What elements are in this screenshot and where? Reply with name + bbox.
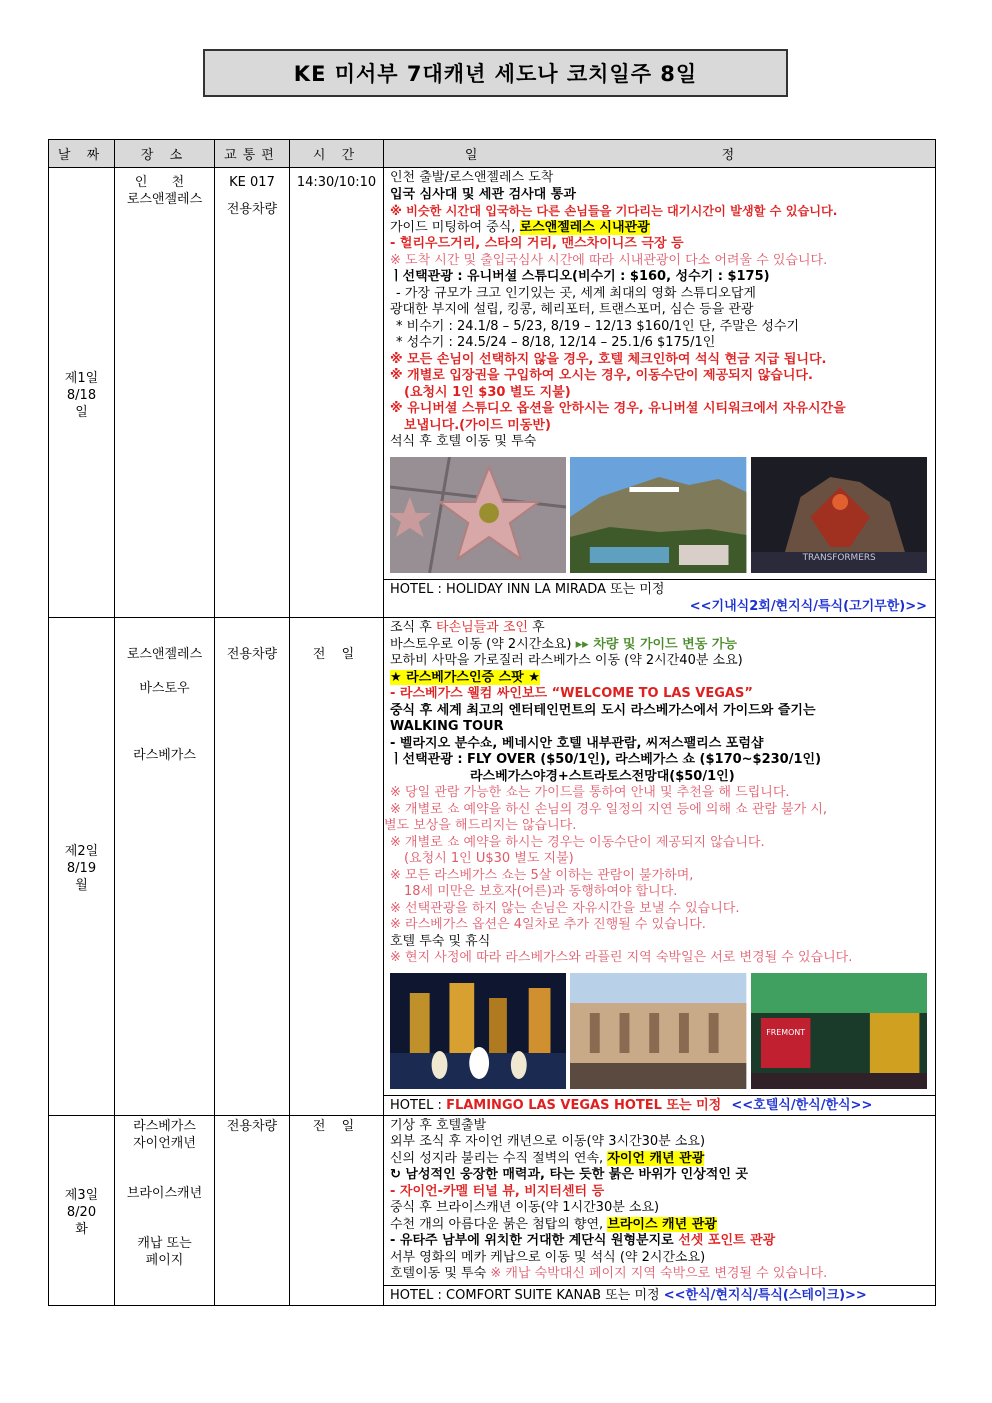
day3-date-cell [49, 1115, 115, 1305]
hotel-label: HOTEL : [390, 1097, 447, 1113]
text-part: - 유타주 남부에 위치한 거대한 계단식 원형분지로 [390, 1233, 679, 1248]
highlight-text: 로스앤젤레스 시내관광 [519, 219, 650, 235]
day-label: 제2일 [64, 844, 99, 860]
day-label: 제3일 [64, 1188, 99, 1203]
place-label: 캐납 또는 [137, 1235, 192, 1251]
hotel-label: HOTEL : COMFORT SUITE KANAB 또는 미정 [390, 1287, 664, 1303]
itinerary-line: ↻ 남성적인 웅장한 매력과, 타는 듯한 붉은 바위가 인상적인 곳 [390, 1167, 748, 1182]
day3-transport-cell [215, 1115, 290, 1305]
itinerary-line: 광대한 부지에 설립, 킹콩, 헤리포터, 트랜스포머, 심슨 등을 관광 [390, 302, 754, 317]
day2-row [49, 618, 936, 1116]
day1-hotel-line [384, 579, 935, 616]
day2-date-cell [49, 618, 115, 1116]
date-label: 8/20 [66, 1205, 97, 1220]
itinerary-line [390, 1217, 931, 1234]
itinerary-line: 석식 후 호텔 이동 및 투숙 [390, 434, 537, 449]
itinerary-line [390, 620, 931, 637]
header-transport: 교통편 [215, 140, 290, 168]
text-part: ▸▸ 차량 및 가이드 변동 가능 [575, 636, 737, 652]
venetian-photo [570, 973, 746, 1089]
day3-time-cell [290, 1115, 384, 1305]
header-time: 시 간 [290, 140, 384, 168]
vehicle-label: 전용차량 [226, 202, 278, 217]
text-part: 후 [528, 620, 545, 635]
itinerary-line: ※ 라스베가스 옵션은 4일차로 추가 진행될 수 있습니다. [390, 917, 706, 932]
itinerary-line: - 자이언-카멜 터널 뷰, 비지터센터 등 [390, 1183, 605, 1199]
weekday-label: 화 [75, 1222, 88, 1237]
place-label: 로스앤젤레스 [126, 192, 203, 207]
fremont-photo [751, 973, 927, 1089]
itinerary-line [390, 1233, 931, 1250]
day1-time-cell [290, 168, 384, 618]
hotel-name: FLAMINGO LAS VEGAS HOTEL 또는 미정 [446, 1097, 722, 1113]
itinerary-line: 모하비 사막을 가로질러 라스베가스 이동 (약 2시간40분 소요) [390, 653, 743, 668]
flight-label: KE 017 [229, 175, 275, 190]
day3-hotel-line [384, 1285, 935, 1305]
itinerary-line: 입국 심사대 및 세관 검사대 통과 [390, 186, 576, 202]
day1-row [49, 168, 936, 618]
day1-date-cell [49, 168, 115, 618]
itinerary-line: ※ 선택관광을 하지 않는 손님은 자유시간을 보낼 수 있습니다. [390, 900, 740, 916]
itinerary-line: 중식 후 브라이스캐년 이동(약 1시간30분 소요) [390, 1200, 660, 1215]
day2-hotel-line [384, 1095, 935, 1115]
day2-photos [384, 969, 935, 1095]
day2-transport-cell [215, 618, 290, 1116]
time-label: 전 일 [312, 1118, 361, 1134]
itinerary-line: 서부 영화의 메카 케납으로 이동 및 석식 (약 2시간소요) [390, 1249, 706, 1265]
text-part: 수천 개의 아름다운 붉은 첨탑의 향연, [390, 1216, 608, 1232]
day3-row [49, 1115, 936, 1305]
itinerary-line [390, 1151, 931, 1168]
page-title: KE 미서부 7대캐년 세도나 코치일주 8일 [203, 49, 788, 97]
day1-photos [384, 453, 935, 579]
itinerary-line: * 성수기 : 24.5/24 – 8/18, 12/14 – 25.1/6 $175/1인 [396, 335, 716, 350]
place-label: 페이지 [145, 1252, 184, 1268]
day1-place-cell [115, 168, 215, 618]
place-label: 바스토우 [139, 681, 190, 696]
time-label: 전 일 [312, 647, 361, 662]
transformers-photo [751, 457, 927, 573]
day1-itinerary-cell [384, 168, 936, 618]
place-label: 라스베가스 [133, 1118, 196, 1134]
time-label: 14:30/10:10 [296, 175, 377, 190]
weekday-label: 일 [75, 404, 88, 420]
itinerary-line: ※ 개별로 쇼 예약을 하시는 경우는 이동수단이 제공되지 않습니다. [390, 834, 765, 850]
itinerary-line [390, 670, 931, 687]
itinerary-line: ※ 비슷한 시간대 입국하는 다른 손님들을 기다리는 대기시간이 발생할 수 있습니다. [390, 204, 838, 218]
highlight-text: 자이언 캐년 관광 [607, 1150, 705, 1166]
hollywood-sign-photo [570, 457, 746, 573]
text-part: 가이드 미팅하여 중식, [390, 219, 520, 235]
itinerary-line: WALKING TOUR [390, 719, 504, 734]
itinerary-line: ㅣ선택관광 : 유니버셜 스튜디오(비수기 : $160, 성수기 : $175) [390, 269, 770, 284]
itinerary-line: ※ 유니버셜 스튜디오 옵션을 안하시는 경우, 유니버셜 시티워크에서 자유시간을 [390, 401, 846, 416]
itinerary-line [390, 637, 931, 654]
itinerary-line [390, 220, 931, 237]
vehicle-label: 전용차량 [226, 1118, 278, 1134]
date-label: 8/19 [66, 861, 97, 877]
bellagio-night-photo [390, 973, 566, 1089]
itinerary-line: 기상 후 호텔출발 [390, 1117, 487, 1133]
highlight-text: ★ 라스베가스인증 스팟 ★ [390, 669, 540, 685]
itinerary-line: ※ 현지 사정에 따라 라스베가스와 라플린 지역 숙박일은 서로 변경될 수 있습니다. [390, 950, 853, 965]
day2-time-cell [290, 618, 384, 1116]
day1-transport-cell [215, 168, 290, 618]
text-part: 신의 성지라 불리는 수직 절벽의 연속, [390, 1150, 608, 1166]
day2-place-cell [115, 618, 215, 1116]
photo-caption: TRANSFORMERS [802, 552, 876, 563]
day3-place-cell [115, 1115, 215, 1305]
itinerary-line: - 라스베가스 웰컴 싸인보드 “WELCOME TO LAS VEGAS” [390, 686, 753, 701]
place-label: 브라이스캐년 [126, 1185, 203, 1201]
itinerary-line: - 벨라지오 분수쇼, 베네시안 호텔 내부관람, 씨저스팰리스 포럼샵 [390, 735, 764, 751]
itinerary-line: 18세 미만은 보호자(어른)과 동행하여야 합니다. [404, 884, 678, 899]
itinerary-line: ※ 개별로 쇼 예약을 하신 손님의 경우 일정의 지연 등에 의해 쇼 관람 불가 시, [390, 801, 828, 817]
header-date: 날 짜 [49, 140, 115, 168]
hotel-label: HOTEL : HOLIDAY INN LA MIRADA 또는 미정 [390, 581, 665, 597]
date-label: 8/18 [66, 387, 97, 403]
meal-label: <<한식/현지식/특식(스테이크)>> [663, 1287, 867, 1303]
walk-of-fame-photo [390, 457, 566, 573]
place-label: 인 천 [134, 175, 195, 190]
itinerary-line: ※ 당일 관람 가능한 쇼는 가이드를 통하여 안내 및 추천을 해 드립니다. [390, 785, 790, 800]
itinerary-line: ※ 모든 라스베가스 쇼는 5살 이하는 관람이 불가하며, [390, 867, 694, 883]
text-part: ※ 캐납 숙박대신 페이지 지역 숙박으로 변경될 수 있습니다. [490, 1266, 828, 1281]
itinerary-line: ※ 모든 손님이 선택하지 않을 경우, 호텔 체크인하여 석식 현금 지급 됩니다. [390, 351, 827, 367]
weekday-label: 월 [75, 878, 88, 894]
itinerary-line: ㅣ선택관광 : FLY OVER ($50/1인), 라스베가스 쇼 ($170~$230/1인) [390, 752, 822, 767]
itinerary-line [390, 1266, 931, 1283]
itinerary-line: 호텔 투숙 및 휴식 [390, 933, 491, 949]
photo-caption: FREMONT [765, 1027, 805, 1037]
itinerary-line: - 가장 규모가 크고 인기있는 곳, 세계 최대의 영화 스튜디오답게 [396, 285, 756, 301]
header-place: 장 소 [115, 140, 215, 168]
text-part: 선셋 포인트 관광 [678, 1233, 776, 1248]
day2-itinerary-cell [384, 618, 936, 1116]
itinerary-line: 라스베가스야경+스트라토스전망대($50/1인) [470, 768, 735, 784]
vehicle-label: 전용차량 [226, 647, 278, 662]
highlight-text: 브라이스 캐년 관광 [607, 1216, 717, 1232]
text-part: 조식 후 [390, 620, 436, 635]
itinerary-line: (요청시 1인 U$30 별도 지불) [404, 851, 574, 866]
place-label: 라스베가스 [133, 748, 196, 763]
itinerary-line: 인천 출발/로스앤젤레스 도착 [390, 170, 554, 185]
text-part: 타손님들과 조인 [435, 620, 528, 635]
place-label: 로스앤젤레스 [126, 647, 203, 662]
itinerary-line: ※ 도착 시간 및 출입국심사 시간에 따라 시내관광이 다소 어려울 수 있습니다. [390, 252, 828, 268]
table-header-row [49, 140, 936, 168]
meal-label: <<기내식2회/현지식/특식(고기무한)>> [689, 598, 927, 614]
text-part: 호텔이동 및 투숙 [390, 1266, 491, 1281]
day-label: 제1일 [64, 370, 99, 386]
day3-itinerary-cell [384, 1115, 936, 1305]
itinerary-line: 외부 조식 후 자이언 캐년으로 이동(약 3시간30분 소요) [390, 1134, 706, 1149]
meal-label: <<호텔식/한식/한식>> [731, 1097, 873, 1113]
itinerary-line: (요청시 1인 $30 별도 지불) [404, 384, 571, 400]
itinerary-line: 중식 후 세계 최고의 엔터테인먼트의 도시 라스베가스에서 가이드와 즐기는 [390, 702, 816, 718]
itinerary-line: * 비수기 : 24.1/8 – 5/23, 8/19 – 12/13 $160/1인 단, 주말은 성수기 [396, 318, 800, 334]
itinerary-line: ※ 개별로 입장권을 구입하여 오시는 경우, 이동수단이 제공되지 않습니다. [390, 368, 813, 383]
itinerary-line: - 헐리우드거리, 스타의 거리, 맨스차이니즈 극장 등 [390, 236, 684, 251]
itinerary-line: 별도 보상을 해드리지는 않습니다. [384, 818, 577, 833]
itinerary-table [48, 139, 936, 1306]
place-label: 자이언캐년 [133, 1135, 196, 1151]
header-itinerary: 일 정 [384, 140, 936, 168]
itinerary-line: 보냅니다.(가이드 미동반) [404, 417, 551, 433]
text-part: 바스토우로 이동 (약 2시간소요) [390, 636, 576, 652]
